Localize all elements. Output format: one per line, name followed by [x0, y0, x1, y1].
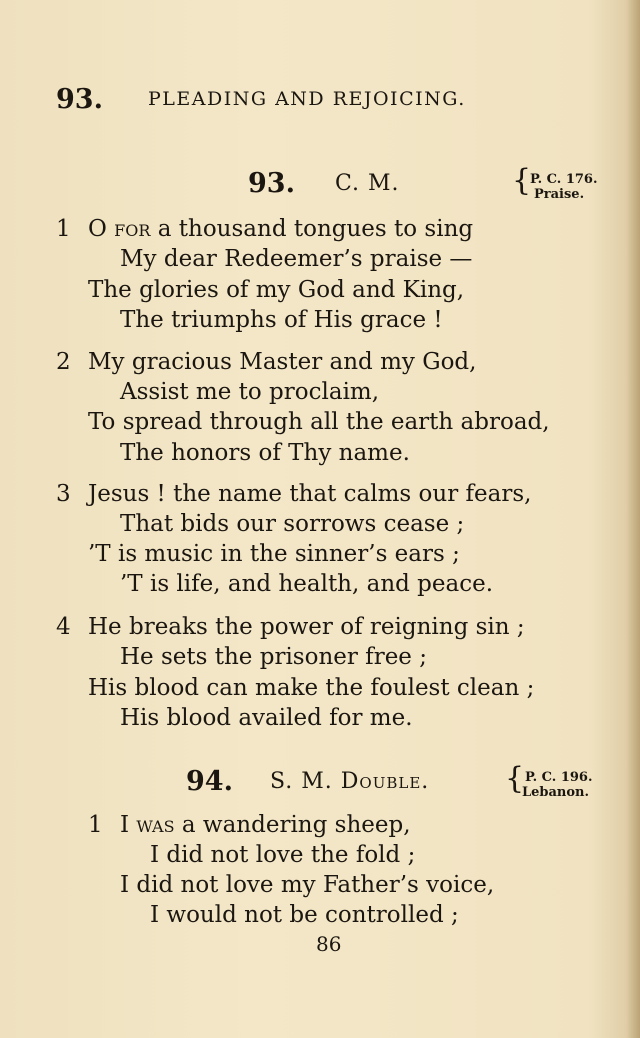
verse-line: That bids our sorrows cease ;	[120, 511, 465, 537]
hymn-94-tune-name: Lebanon.	[522, 785, 590, 800]
page-number: 86	[316, 932, 342, 956]
verse-line: ’T is music in the sinner’s ears ;	[88, 541, 460, 567]
verse-line: I did not love the fold ;	[150, 842, 416, 868]
hymn-93-tune-name: Praise.	[534, 187, 585, 202]
verse-line: To spread through all the earth abroad,	[88, 409, 550, 435]
verse-line: The glories of my God and King,	[88, 277, 465, 303]
verse-number: 1	[88, 812, 103, 838]
verse-line: I did not love my Father’s voice,	[120, 872, 495, 898]
verse-first-line	[88, 216, 473, 242]
meter-double: Double.	[340, 769, 430, 794]
hymn-93-meter: C. M.	[335, 171, 400, 196]
hymn-94-reference	[522, 770, 593, 800]
first-line-rest: a wandering sheep,	[174, 812, 411, 838]
verse-first-line	[120, 812, 411, 838]
verse-number: 3	[56, 481, 71, 507]
header-hymn-number: 93.	[56, 84, 103, 115]
meter-text: S. M.	[270, 769, 341, 794]
first-line-rest: a thousand tongues to sing	[150, 216, 474, 242]
verse-line: The honors of Thy name.	[120, 440, 410, 466]
small-caps-word: for	[114, 216, 151, 242]
header-section-title: PLEADING AND REJOICING.	[148, 88, 466, 110]
verse-first-line: Jesus ! the name that calms our fears,	[88, 481, 532, 507]
verse-line: His blood can make the foulest clean ;	[88, 675, 535, 701]
verse-number: 1	[56, 216, 71, 242]
verse-line: He sets the prisoner free ;	[120, 644, 427, 670]
verse-line: ’T is life, and health, and peace.	[120, 571, 494, 597]
hymn-93-number: 93.	[248, 168, 295, 199]
hymn-93-reference	[530, 172, 598, 202]
verse-number: 4	[56, 614, 71, 640]
verse-first-line: He breaks the power of reigning sin ;	[88, 614, 525, 640]
small-caps-word: was	[136, 812, 175, 838]
verse-line: Assist me to proclaim,	[120, 379, 380, 405]
verse-line: His blood availed for me.	[120, 705, 413, 731]
hymn-94-ref-number: P. C. 196.	[525, 770, 593, 785]
hymn-94-meter	[270, 769, 429, 794]
verse-line: I would not be controlled ;	[150, 902, 459, 928]
hymn-94-number: 94.	[186, 766, 233, 797]
hymn-93-ref-number: P. C. 176.	[530, 172, 598, 187]
hymn-93-brace: {	[512, 163, 532, 198]
verse-line: My dear Redeemer’s praise —	[120, 246, 473, 272]
verse-line: The triumphs of His grace !	[120, 307, 443, 333]
first-word: O	[88, 216, 107, 242]
page-edge-shadow	[626, 0, 640, 1038]
hymn-94-brace: {	[505, 761, 525, 796]
first-word: I	[120, 812, 130, 838]
verse-number: 2	[56, 349, 71, 375]
verse-first-line: My gracious Master and my God,	[88, 349, 477, 375]
